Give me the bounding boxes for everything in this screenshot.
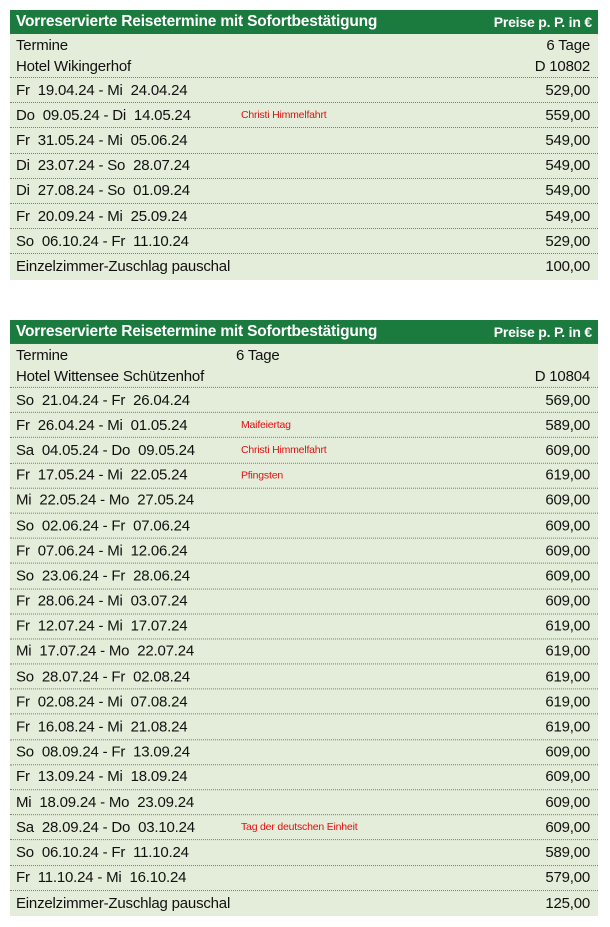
termine-row (10, 34, 598, 56)
table-row (10, 388, 598, 413)
price: 569,00 (545, 391, 590, 409)
price: 609,00 (545, 793, 590, 811)
holiday-note: Maifeiertag (241, 419, 291, 432)
table-row (10, 765, 598, 790)
price: 619,00 (545, 617, 590, 635)
table-row (10, 154, 598, 179)
table-row (10, 690, 598, 715)
table-row (10, 815, 598, 840)
table-title: Vorreservierte Reisetermine mit Sofortbestätigung (16, 322, 378, 340)
table-row (10, 740, 598, 765)
date-range: Fr 12.07.24 - Mi 17.07.24 (16, 617, 188, 635)
price: 609,00 (545, 592, 590, 610)
table-row (10, 715, 598, 740)
price: 589,00 (545, 416, 590, 434)
supplement-row (10, 891, 598, 916)
date-range: Sa 04.05.24 - Do 09.05.24 (16, 441, 195, 459)
date-range: So 06.10.24 - Fr 11.10.24 (16, 232, 189, 250)
date-range: Fr 19.04.24 - Mi 24.04.24 (16, 81, 188, 99)
date-range: Fr 28.06.24 - Mi 03.07.24 (16, 592, 188, 610)
date-range: Fr 31.05.24 - Mi 05.06.24 (16, 131, 188, 149)
duration-label: 6 Tage (236, 346, 280, 364)
price: 609,00 (545, 743, 590, 761)
holiday-note: Christi Himmelfahrt (241, 444, 327, 457)
date-range: So 08.09.24 - Fr 13.09.24 (16, 743, 190, 761)
table-row (10, 229, 598, 254)
date-range: Fr 13.09.24 - Mi 18.09.24 (16, 768, 188, 786)
table-header (10, 10, 598, 34)
price: 619,00 (545, 693, 590, 711)
supplement-row (10, 254, 598, 279)
table-header (10, 320, 598, 344)
date-range: Fr 02.08.24 - Mi 07.08.24 (16, 693, 188, 711)
price: 549,00 (545, 157, 590, 175)
price-label: Preise p. P. in € (493, 323, 592, 340)
table-row (10, 866, 598, 891)
table-row (10, 463, 598, 488)
price: 559,00 (545, 106, 590, 124)
price: 549,00 (545, 131, 590, 149)
hotel-name: Hotel Wikingerhof (16, 58, 131, 75)
departure-table-wittensee (10, 320, 598, 916)
departure-table-wikingerhof (10, 10, 598, 280)
price: 609,00 (545, 567, 590, 585)
supplement-price: 100,00 (545, 258, 590, 276)
table-row (10, 539, 598, 564)
price: 609,00 (545, 517, 590, 535)
hotel-row (10, 366, 598, 388)
supplement-label: Einzelzimmer-Zuschlag pauschal (16, 894, 231, 912)
supplement-price: 125,00 (545, 894, 590, 912)
price: 589,00 (545, 844, 590, 862)
table-row (10, 179, 598, 204)
date-range: Mi 17.07.24 - Mo 22.07.24 (16, 642, 195, 660)
date-range: So 02.06.24 - Fr 07.06.24 (16, 517, 190, 535)
date-range: So 28.07.24 - Fr 02.08.24 (16, 668, 190, 686)
table-row (10, 564, 598, 589)
table-row (10, 103, 598, 128)
date-range: Fr 16.08.24 - Mi 21.08.24 (16, 718, 188, 736)
date-range: So 21.04.24 - Fr 26.04.24 (16, 391, 190, 409)
date-range: Mi 18.09.24 - Mo 23.09.24 (16, 793, 195, 811)
table-row (10, 589, 598, 614)
hotel-name: Hotel Wittensee Schützenhof (16, 367, 205, 385)
price: 549,00 (545, 182, 590, 200)
date-range: Fr 17.05.24 - Mi 22.05.24 (16, 466, 188, 484)
price: 609,00 (545, 542, 590, 560)
price: 529,00 (545, 232, 590, 250)
table-title: Vorreservierte Reisetermine mit Sofortbestätigung (16, 13, 378, 30)
price-label: Preise p. P. in € (493, 14, 592, 30)
price: 619,00 (545, 466, 590, 484)
date-range: Do 09.05.24 - Di 14.05.24 (16, 106, 191, 124)
date-range: So 23.06.24 - Fr 28.06.24 (16, 567, 190, 585)
table-row (10, 78, 598, 103)
table-row (10, 790, 598, 815)
date-range: Di 23.07.24 - So 28.07.24 (16, 157, 190, 175)
date-rows (10, 78, 598, 254)
price: 619,00 (545, 668, 590, 686)
termine-row (10, 344, 598, 366)
date-range: Fr 11.10.24 - Mi 16.10.24 (16, 869, 187, 887)
price: 609,00 (545, 492, 590, 510)
tour-code: D 10804 (534, 367, 590, 385)
price: 609,00 (545, 818, 590, 836)
table-row (10, 438, 598, 463)
holiday-note: Christi Himmelfahrt (241, 109, 327, 122)
table-row (10, 488, 598, 513)
table-row (10, 514, 598, 539)
date-range: Fr 26.04.24 - Mi 01.05.24 (16, 416, 188, 434)
price: 549,00 (545, 207, 590, 225)
price: 529,00 (545, 81, 590, 99)
price: 609,00 (545, 441, 590, 459)
date-rows (10, 388, 598, 891)
tour-code: D 10802 (534, 58, 590, 75)
price: 619,00 (545, 718, 590, 736)
price: 579,00 (545, 869, 590, 887)
date-range: Sa 28.09.24 - Do 03.10.24 (16, 818, 195, 836)
table-row (10, 413, 598, 438)
price: 619,00 (545, 642, 590, 660)
date-range: So 06.10.24 - Fr 11.10.24 (16, 844, 189, 862)
date-range: Fr 20.09.24 - Mi 25.09.24 (16, 207, 188, 225)
table-row (10, 664, 598, 689)
supplement-label: Einzelzimmer-Zuschlag pauschal (16, 258, 231, 276)
holiday-note: Pfingsten (241, 469, 283, 482)
date-range: Fr 07.06.24 - Mi 12.06.24 (16, 542, 188, 560)
hotel-row (10, 56, 598, 78)
termine-label: Termine (16, 346, 68, 364)
holiday-note: Tag der deutschen Einheit (241, 821, 358, 834)
table-row (10, 614, 598, 639)
table-row (10, 841, 598, 866)
termine-label: Termine (16, 36, 68, 54)
table-row (10, 204, 598, 229)
duration-label: 6 Tage (546, 36, 590, 54)
table-row (10, 639, 598, 664)
price: 609,00 (545, 768, 590, 786)
table-row (10, 128, 598, 153)
date-range: Di 27.08.24 - So 01.09.24 (16, 182, 190, 200)
date-range: Mi 22.05.24 - Mo 27.05.24 (16, 492, 195, 510)
